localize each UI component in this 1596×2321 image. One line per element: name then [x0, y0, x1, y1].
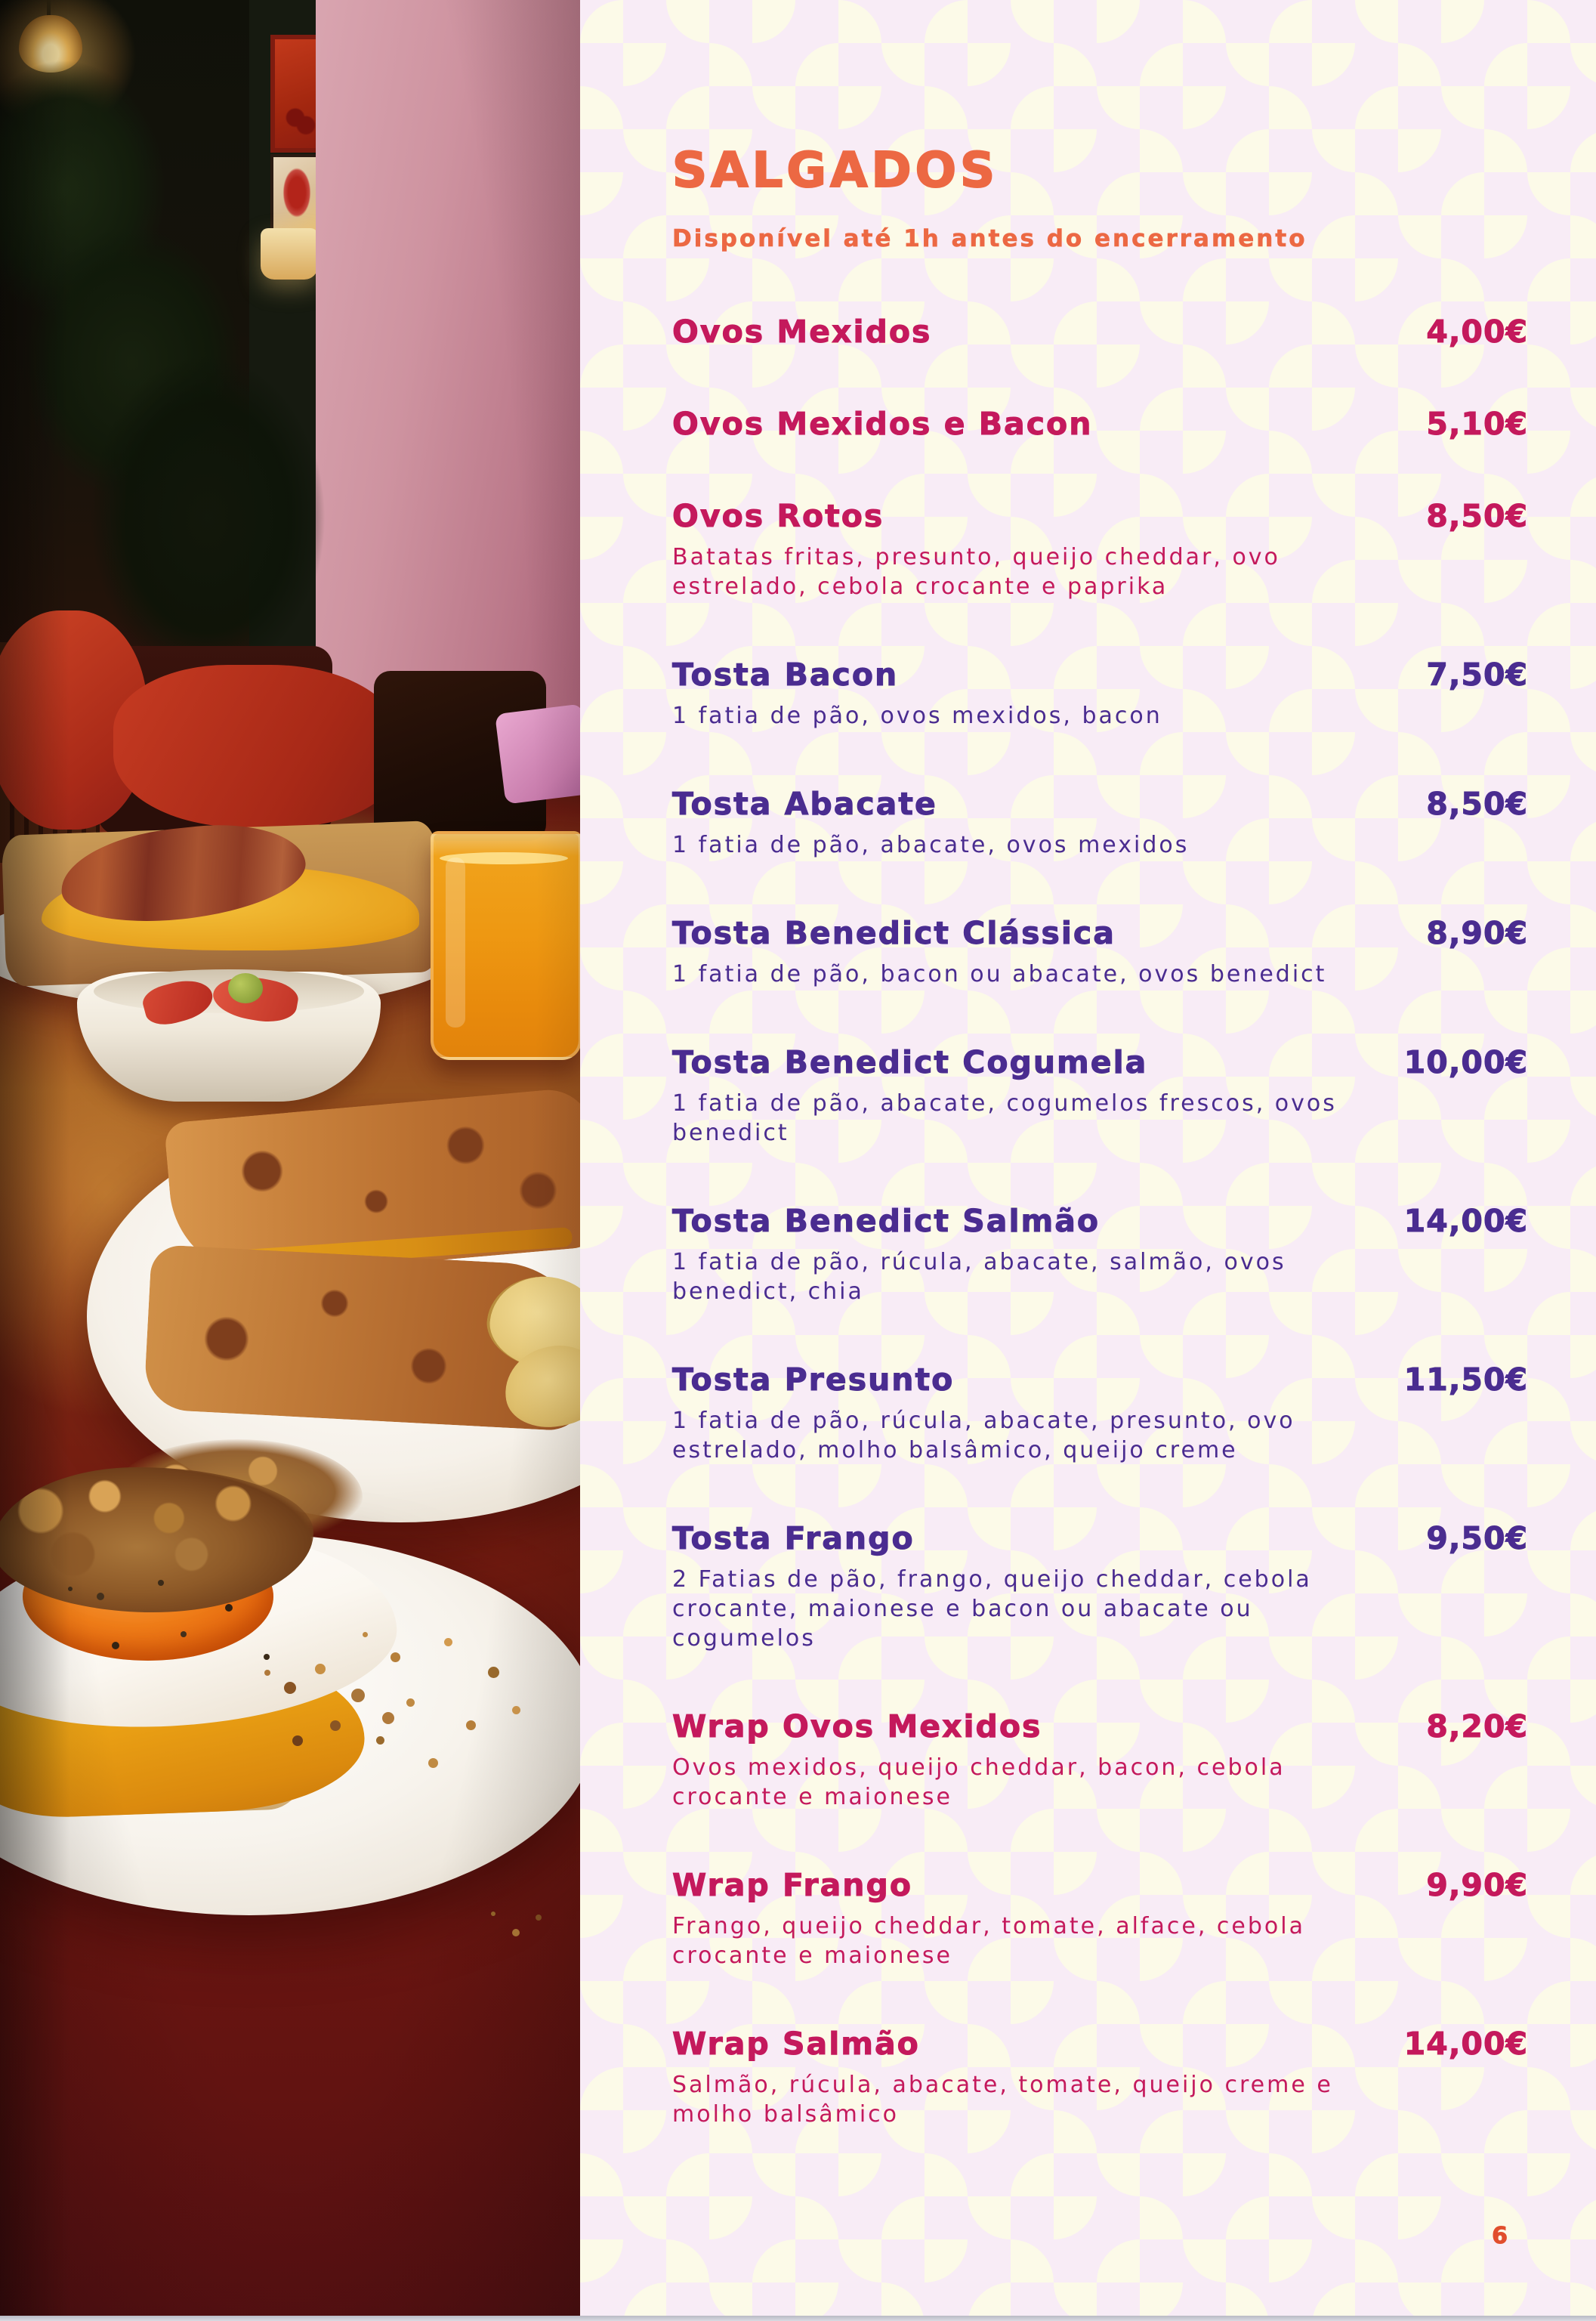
menu-item-price: 5,10€	[1426, 406, 1528, 442]
menu-item-head	[672, 1519, 1528, 1557]
menu-item	[672, 2025, 1528, 2129]
menu-item-name: Tosta Bacon	[672, 657, 899, 693]
menu-item-price: 8,90€	[1426, 915, 1528, 951]
menu-item	[672, 497, 1528, 601]
menu-item-description: 1 fatia de pão, rúcula, abacate, presunto, ovo estrelado, molho balsâmico, queijo creme	[672, 1408, 1295, 1463]
menu-panel	[580, 0, 1596, 2321]
menu-item-head	[672, 405, 1528, 443]
section-title: SALGADOS	[672, 143, 999, 199]
menu-item	[672, 313, 1528, 351]
page-bottom-edge	[0, 2316, 1596, 2321]
menu-item-head	[672, 1043, 1528, 1081]
menu-item-head	[672, 914, 1528, 952]
menu-item	[672, 1708, 1528, 1812]
menu-item-name: Wrap Frango	[672, 1867, 912, 1903]
menu-item-name: Wrap Ovos Mexidos	[672, 1708, 1042, 1745]
photo-vignette	[0, 0, 580, 2321]
menu-item	[672, 1043, 1528, 1148]
menu-item-head	[672, 497, 1528, 535]
menu-item-head	[672, 785, 1528, 823]
menu-item-description: 1 fatia de pão, rúcula, abacate, salmão, ovos benedict, chia	[672, 1249, 1286, 1305]
menu-item-price: 8,50€	[1426, 498, 1528, 534]
menu-item-name: Tosta Benedict Salmão	[672, 1203, 1101, 1239]
menu-item-description: Salmão, rúcula, abacate, tomate, queijo creme e molho balsâmico	[672, 2072, 1333, 2128]
menu-item-description: 1 fatia de pão, abacate, ovos mexidos	[672, 832, 1190, 858]
menu-item-price: 14,00€	[1403, 2026, 1528, 2062]
menu-item-head	[672, 1866, 1528, 1904]
menu-item-price: 11,50€	[1403, 1361, 1528, 1398]
menu-item-price: 8,50€	[1426, 786, 1528, 822]
menu-item-description: Ovos mexidos, queijo cheddar, bacon, cebola crocante e maionese	[672, 1754, 1286, 1810]
menu-item-name: Ovos Mexidos e Bacon	[672, 406, 1093, 442]
menu-content	[580, 0, 1596, 2321]
menu-item	[672, 1519, 1528, 1653]
menu-item-head	[672, 1361, 1528, 1398]
menu-item-head	[672, 1202, 1528, 1240]
photo-panel	[0, 0, 580, 2321]
menu-item	[672, 1361, 1528, 1465]
menu-item-price: 9,50€	[1426, 1520, 1528, 1556]
menu-item-price: 8,20€	[1426, 1708, 1528, 1745]
menu-item-name: Tosta Frango	[672, 1520, 915, 1556]
menu-item-head	[672, 313, 1528, 351]
menu-item-price: 14,00€	[1403, 1203, 1528, 1239]
menu-item-name: Tosta Benedict Clássica	[672, 915, 1116, 951]
menu-item-price: 9,90€	[1426, 1867, 1528, 1903]
menu-list	[672, 313, 1528, 2129]
menu-item-description: 1 fatia de pão, ovos mexidos, bacon	[672, 703, 1162, 729]
menu-item-price: 10,00€	[1403, 1044, 1528, 1080]
page-number: 6	[1492, 2223, 1508, 2249]
menu-item-description: Batatas fritas, presunto, queijo cheddar, ovo estrelado, cebola crocante e paprika	[672, 544, 1280, 600]
menu-item-description: 1 fatia de pão, abacate, cogumelos frescos, ovos benedict	[672, 1090, 1337, 1146]
menu-item-description: Frango, queijo cheddar, tomate, alface, cebola crocante e maionese	[672, 1913, 1305, 1969]
menu-item	[672, 1202, 1528, 1306]
menu-item-description: 1 fatia de pão, bacon ou abacate, ovos benedict	[672, 961, 1327, 987]
menu-item	[672, 405, 1528, 443]
menu-item	[672, 656, 1528, 731]
menu-item	[672, 914, 1528, 989]
menu-item-name: Tosta Benedict Cogumela	[672, 1044, 1148, 1080]
menu-item-description: 2 Fatias de pão, frango, queijo cheddar, cebola crocante, maionese e bacon ou abacate ou cogumelos	[672, 1566, 1312, 1652]
menu-item-price: 7,50€	[1426, 657, 1528, 693]
menu-item-name: Ovos Mexidos	[672, 314, 932, 350]
section-subtitle: Disponível até 1h antes do encerramento	[672, 225, 1307, 252]
menu-item	[672, 1866, 1528, 1970]
menu-item-head	[672, 1708, 1528, 1745]
menu-item-name: Wrap Salmão	[672, 2026, 920, 2062]
menu-item	[672, 785, 1528, 860]
menu-item-head	[672, 2025, 1528, 2063]
menu-item-name: Ovos Rotos	[672, 498, 884, 534]
menu-item-name: Tosta Presunto	[672, 1361, 955, 1398]
menu-item-head	[672, 656, 1528, 694]
menu-item-price: 4,00€	[1426, 314, 1528, 350]
menu-item-name: Tosta Abacate	[672, 786, 937, 822]
